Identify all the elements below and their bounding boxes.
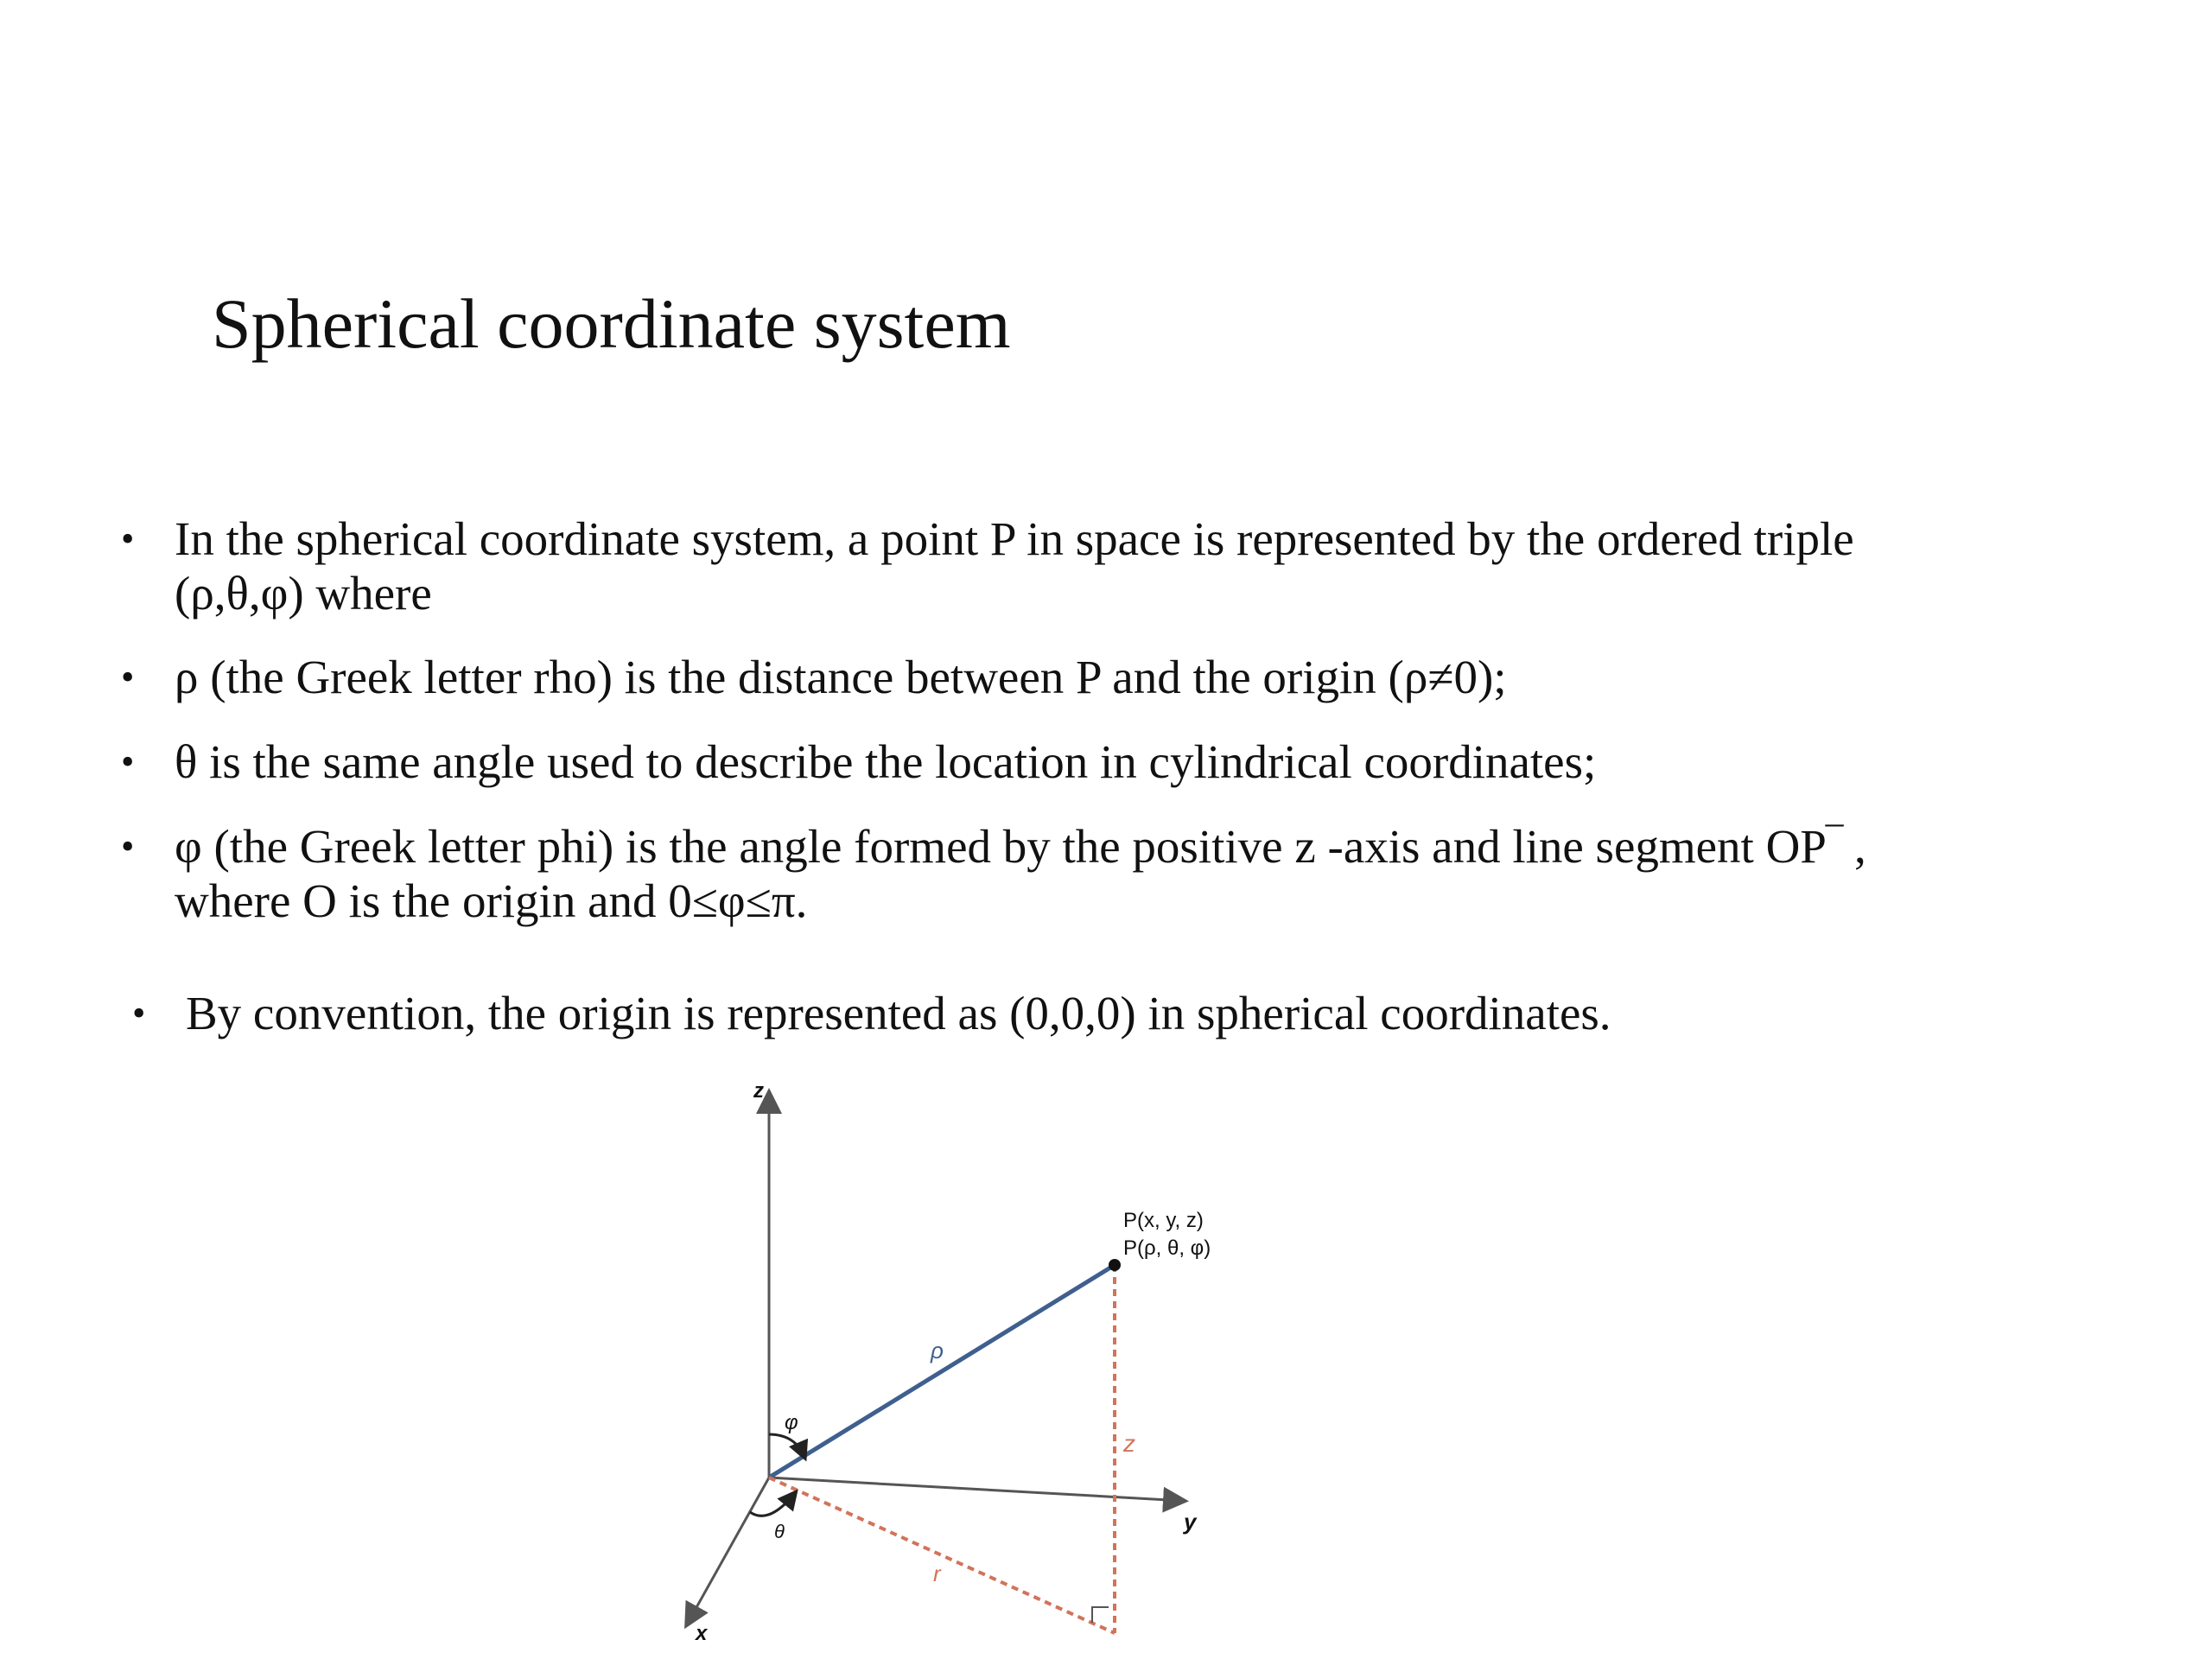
y-axis-label: y — [1184, 1509, 1197, 1535]
z-height-label: z — [1123, 1430, 1135, 1457]
phi-angle-arc — [769, 1434, 804, 1457]
bullet-text-line: φ (the Greek letter phi) is the angle formed by the positive z -axis and line segment OP‾ , — [175, 820, 1866, 873]
right-angle-marker — [1092, 1607, 1109, 1623]
z-axis-label: z — [753, 1080, 764, 1103]
bullet-marker: • — [121, 825, 135, 868]
y-axis — [769, 1478, 1184, 1501]
r-projection-dashed-line — [769, 1478, 1115, 1633]
bullet-marker: • — [121, 518, 135, 560]
slide-title: Spherical coordinate system — [212, 284, 1011, 363]
x-axis-label: x — [696, 1622, 708, 1645]
bullet-text-line: where O is the origin and 0≤φ≤π. — [175, 874, 808, 927]
bullet-marker: • — [121, 741, 135, 783]
point-spherical-label: P(ρ, θ, φ) — [1123, 1236, 1211, 1260]
bullet-marker: • — [121, 656, 135, 698]
phi-label: φ — [785, 1411, 798, 1434]
bullet-marker: • — [132, 992, 146, 1034]
bullet-text-line: (ρ,θ,φ) where — [175, 567, 432, 620]
theta-label: θ — [774, 1521, 785, 1542]
theta-angle-arc — [750, 1493, 795, 1516]
bullet-text-line: ρ (the Greek letter rho) is the distance between P and the origin (ρ≠0); — [175, 651, 1507, 703]
bullet-text-line: θ is the same angle used to describe the location in cylindrical coordinates; — [175, 735, 1597, 788]
x-axis — [687, 1478, 769, 1624]
bullet-item-spherical-triple — [121, 512, 1854, 620]
point-cartesian-label: P(x, y, z) — [1123, 1209, 1204, 1232]
rho-segment — [769, 1265, 1115, 1478]
bullet-item-rho — [121, 650, 1507, 704]
bullet-item-theta — [121, 734, 1597, 789]
spherical-coordinates-diagram — [657, 1080, 1262, 1650]
r-label: r — [933, 1560, 941, 1586]
bullet-text-line: In the spherical coordinate system, a point P in space is represented by the ordered triple — [175, 512, 1854, 565]
rho-label: ρ — [931, 1338, 944, 1363]
point-p-marker — [1109, 1259, 1121, 1271]
bullet-item-phi — [121, 819, 1866, 928]
bullet-item-origin-convention — [132, 986, 1611, 1040]
bullet-text-line: By convention, the origin is represented as (0,0,0) in spherical coordinates. — [186, 987, 1611, 1039]
